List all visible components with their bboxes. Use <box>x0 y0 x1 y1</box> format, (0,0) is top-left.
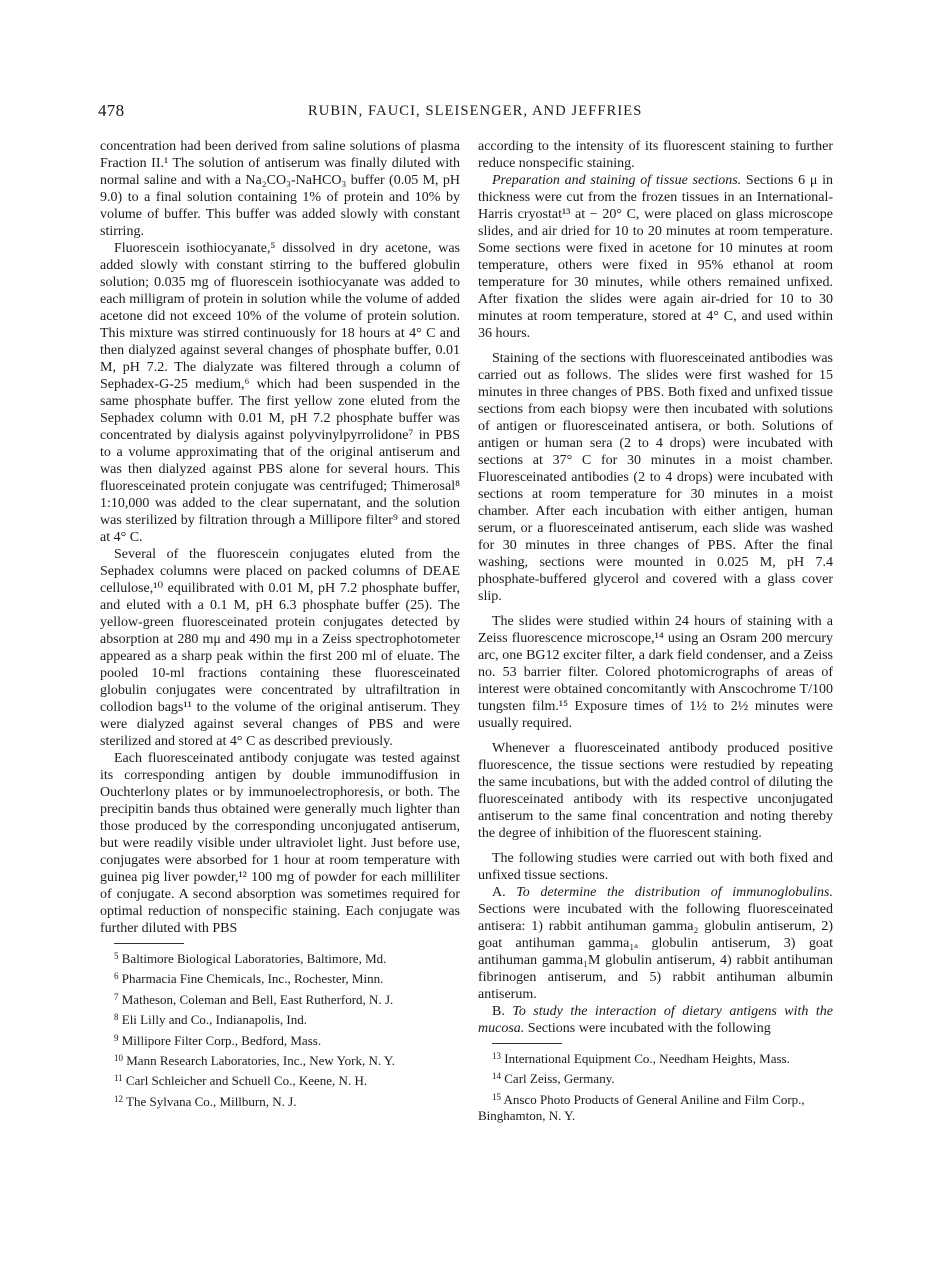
footnote-number: 12 <box>114 1093 123 1104</box>
body-paragraph: Staining of the sections with fluoresceinated antibodies was carried out as follows. The slides were first washed for 15 minutes in three changes of PBS. Both fixed and unfixed tissue sections from each biopsy were then incubated with solutions of antigen or fluoresceinated antisera, or both. Solutions of antigen or human sera (2 to 4 drops) were incubated with sections at 37° C for 30 minutes in a moist chamber. Fluoresceinated antibodies (2 to 4 drops) were incubated with sections at room temperature for 30 minutes in a moist chamber. After each incubation with either antigen, human serum, or a fluoresceinated antiserum, each slide was washed for 30 minutes in three changes of PBS. After the final washing, sections were mounted in 0.025 M, pH 7.4 phosphate-buffered glycerol and covered with a glass cover slip. <box>478 351 833 604</box>
footnote-number: 6 <box>114 971 119 982</box>
footnote <box>478 1089 833 1125</box>
section-letter: A. <box>492 885 517 900</box>
footnote-number: 7 <box>114 991 119 1002</box>
footnote-number: 9 <box>114 1032 119 1043</box>
footnote-text: Carl Zeiss, Germany. <box>504 1071 615 1087</box>
section-heading: Preparation and staining of tissue sections. <box>492 173 742 188</box>
section-paragraph <box>478 1003 833 1037</box>
section-heading: To determine the distribution of immunoglobulins. <box>516 885 833 900</box>
running-head: RUBIN, FAUCI, SLEISENGER, AND JEFFRIES <box>308 103 643 119</box>
body-paragraph: The slides were studied within 24 hours of staining with a Zeiss fluorescence microscope,¹⁴ using an Osram 200 mercury arc, one BG12 exciter filter, a dark field condenser, and a Zeiss no. 53 barrier filter. Colored photomicrographs of areas of interest were obtained concomitantly with Anscochrome T/100 tungsten film.¹⁵ Exposure times of 1½ to 2½ minutes were usually required. <box>478 614 833 731</box>
footnote-text: Pharmacia Fine Chemicals, Inc., Rochester, Minn. <box>121 971 384 987</box>
footnote-text: Millipore Filter Corp., Bedford, Mass. <box>121 1032 322 1048</box>
section-text: Sections were incubated with the following fluoresceinated antisera: 1) rabbit antihuman gamma₂ globulin antiserum, 2) goat antihuman gamma₁ₐ globulin antiserum, 3) goat antihuman gamma₁M globulin antiserum, 4) rabbit antihuman fibrinogen antiserum, and 5) rabbit antihuman albumin antiserum. <box>478 902 833 1002</box>
footnote <box>100 989 460 1008</box>
body-paragraph: The following studies were carried out with both fixed and unfixed tissue sections. <box>478 851 833 883</box>
footnote <box>478 1048 833 1067</box>
footnote <box>100 1009 460 1028</box>
footnote-number: 13 <box>492 1051 501 1061</box>
body-paragraph: Several of the fluorescein conjugates eluted from the Sephadex columns were placed on packed columns of DEAE cellulose,¹⁰ equilibrated with 0.01 M, pH 7.2 phosphate buffer, and eluted with a 0.1 M, pH 6.3 phosphate buffer (25). The yellow-green fluoresceinated protein conjugates detected by absorption at 280 mμ and 490 mμ in a Zeiss spectrophotometer appeared as a sharp peak within the first 200 ml of eluate. The pooled 10-ml fractions containing these fluoresceinated globulin conjugates were concentrated by ultrafiltration in collodion bags¹¹ to the volume of the original antiserum. They were dialyzed against several changes of PBS and were sterilized and stored at 4° C as described previously. <box>100 547 460 749</box>
right-column <box>478 138 833 1125</box>
section-text: Sections 6 μ in thickness were cut from the frozen tissues in an International-Harris cryostat¹³ at − 20° C, were placed on glass microscope slides, and air dried for 10 to 20 minutes at room temperature. Some sections were fixed in acetone for 10 minutes at room temperature, others were fixed in 95% ethanol at room temperature for 30 minutes, while others remained unfixed. After fixation the slides were again air-dried for 10 to 30 minutes at room temperature, stored at 4° C, and used within 36 hours. <box>478 173 834 341</box>
footnote <box>100 1030 460 1049</box>
left-column <box>100 138 460 1110</box>
footnote <box>100 1050 460 1069</box>
footnote-number: 11 <box>114 1073 123 1084</box>
footnote-text: Carl Schleicher and Schuell Co., Keene, N. H. <box>125 1073 368 1089</box>
footnote-rule <box>492 1043 562 1044</box>
footnote-text: International Equipment Co., Needham Heights, Mass. <box>504 1051 790 1066</box>
body-paragraph: Each fluoresceinated antibody conjugate was tested against its corresponding antigen by double immunodiffusion in Ouchterlony plates or by immunoelectrophoresis, or both. The precipitin bands thus obtained were generally much lighter than those produced by the corresponding unconjugated antiserum, but were readily visible under ultraviolet light. Just before use, conjugates were absorbed for 1 hour at room temperature with guinea pig liver powder,¹² 100 mg of powder for each milliliter of conjugate. A second absorption was sometimes required for optimal reduction of nonspecific staining. Each conjugate was further diluted with PBS <box>100 751 460 936</box>
body-paragraph: concentration had been derived from saline solutions of plasma Fraction II.¹ The solution of antiserum was finally diluted with normal saline and with a Na₂CO₃-NaHCO₃ buffer (0.05 M, pH 9.0) to a final solution containing 1% of protein and 10% by volume of buffer. This buffer was added slowly with constant stirring. <box>100 139 460 239</box>
page-number: 478 <box>98 101 125 120</box>
footnote-number: 8 <box>114 1012 119 1023</box>
footnote-number: 15 <box>492 1091 501 1102</box>
body-paragraph: Fluorescein isothiocyanate,⁵ dissolved in dry acetone, was added slowly with constant stirring to the buffered globulin solution; 0.035 mg of fluorescein isothiocyanate was added to each milligram of protein in solution while the volume of added acetone did not exceed 10% of the volume of protein solution. This mixture was stirred continuously for 18 hours at 4° C and then dialyzed against several changes of phosphate buffer, 0.01 M, pH 7.2. The dialyzate was filtered through a column of Sephadex-G-25 medium,⁶ which had been suspended in the same phosphate buffer. The first yellow zone eluted from the Sephadex column with 0.01 M, pH 7.2 phosphate buffer was concentrated by dialysis against polyvinylpyrrolidone⁷ in PBS to a volume approximating that of the original antiserum and was then dialyzed against PBS alone for several hours. This fluoresceinated protein conjugate was centrifuged; Thimerosal⁸ 1:10,000 was added to the clear supernatant, and the solution was sterilized by filtration through a Millipore filter⁹ and stored at 4° C. <box>100 241 460 545</box>
section-text: Sections were incubated with the following <box>524 1021 771 1036</box>
footnote-number: 14 <box>492 1071 501 1082</box>
footnote <box>100 1070 460 1089</box>
footnotes-right <box>478 1048 833 1125</box>
footnote-text: The Sylvana Co., Millburn, N. J. <box>126 1093 297 1109</box>
body-paragraph: according to the intensity of its fluorescent staining to further reduce nonspecific staining. <box>478 139 833 171</box>
footnote <box>478 1068 833 1087</box>
footnote-text: Matheson, Coleman and Bell, East Rutherford, N. J. <box>121 991 394 1007</box>
footnote-number: 10 <box>114 1053 123 1064</box>
section-letter: B. <box>492 1004 513 1019</box>
footnote <box>100 968 460 987</box>
section-heading: To study the interaction of dietary antigens with the mucosa. <box>478 1004 833 1036</box>
footnote-text: Baltimore Biological Laboratories, Baltimore, Md. <box>121 951 387 966</box>
body-paragraph: Whenever a fluoresceinated antibody produced positive fluorescence, the tissue sections were restudied by repeating the same incubations, but with the added control of diluting the fluoresceinated antibody with its respective unconjugated antiserum to the same final concentration and noting thereby the degree of inhibition of the fluorescent staining. <box>478 741 833 841</box>
footnote <box>100 948 460 967</box>
footnotes-left <box>100 948 460 1110</box>
footnote-number: 5 <box>114 951 119 961</box>
footnote-text: Eli Lilly and Co., Indianapolis, Ind. <box>121 1012 307 1028</box>
footnote-text: Mann Research Laboratories, Inc., New York, N. Y. <box>126 1053 395 1069</box>
footnote <box>100 1091 460 1110</box>
footnote-text: Ansco Photo Products of General Aniline and Film Corp., Binghamton, N. Y. <box>478 1091 805 1124</box>
section-paragraph <box>478 884 833 1003</box>
section-paragraph <box>478 172 833 342</box>
footnote-rule <box>114 943 184 944</box>
